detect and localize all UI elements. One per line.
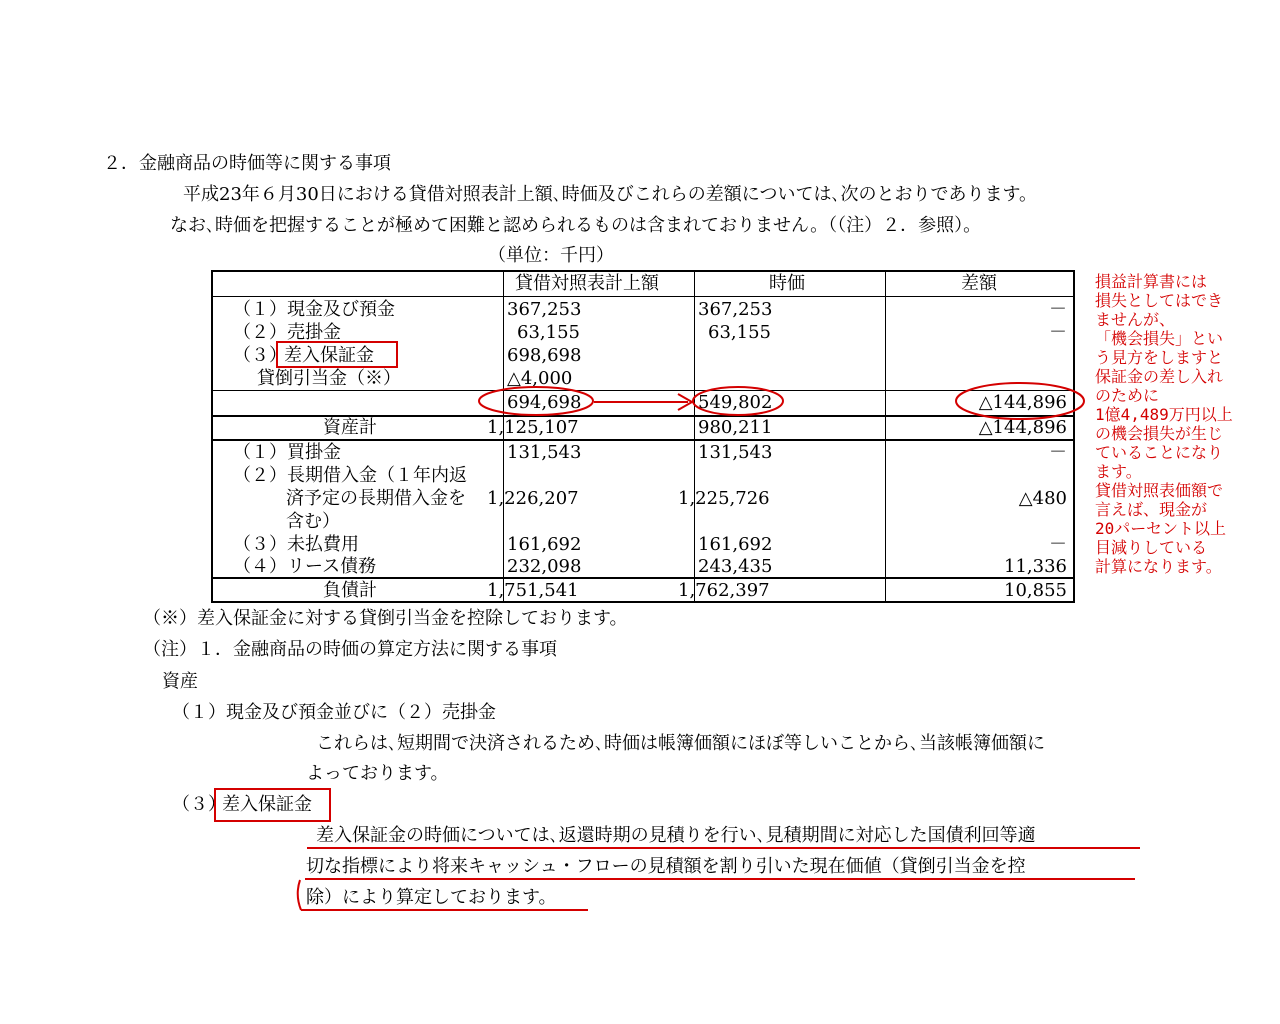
cash-fair: 367,253 xyxy=(698,299,773,320)
deposit-highlight-box xyxy=(276,341,398,368)
sub-1-text-1: これらは､短期間で決済されるため､時価は帳簿価額にほぼ等しいことから､当該帳簿価額に xyxy=(316,733,1045,754)
footnote-allowance: （※）差入保証金に対する貸倒引当金を控除しております。 xyxy=(143,608,628,629)
underline-curve xyxy=(298,880,301,910)
row-label-loans-3: 含む） xyxy=(286,511,340,532)
net-book: 694,698 xyxy=(507,392,582,413)
assets-book: 1,125,107 xyxy=(487,417,579,438)
lease-fair: 243,435 xyxy=(698,556,773,577)
pay-book: 131,543 xyxy=(507,442,582,463)
loan-book: 1,226,207 xyxy=(487,488,579,509)
row-label-payables: （１）買掛金 xyxy=(233,442,341,463)
lease-book: 232,098 xyxy=(507,556,582,577)
row-label-receivables: （２）売掛金 xyxy=(233,322,341,343)
liab-fair: 1,762,397 xyxy=(678,580,770,601)
row-label-lease: （４）リース債務 xyxy=(233,556,377,577)
row-label-loans-2: 済予定の長期借入金を xyxy=(286,488,466,509)
fair-value-table xyxy=(211,270,1075,603)
row-label-deposit: 差入保証金 xyxy=(284,345,374,366)
note-1-title: （注）１．金融商品の時価の算定方法に関する事項 xyxy=(143,639,557,660)
intro-line-1: 平成23年６月30日における貸借対照表計上額､時価及びこれらの差額については､次のとおりであります。 xyxy=(183,184,1038,205)
row-label-liabilities-total: 負債計 xyxy=(323,580,377,601)
section-heading: ２．金融商品の時価等に関する事項 xyxy=(103,153,391,174)
liab-diff: 10,855 xyxy=(1004,580,1067,601)
accr-diff: － xyxy=(1049,534,1067,555)
row-label-loans-1: （２）長期借入金（１年内返 xyxy=(233,465,467,486)
header-book-value: 貸借対照表計上額 xyxy=(515,273,659,294)
lease-diff: 11,336 xyxy=(1004,556,1067,577)
row-num-deposit: （３） xyxy=(233,345,287,366)
side-annotation: 損益計算書には 損失としてはでき ませんが、 「機会損失」とい う見方をしますと 保証金の差し入れ のために 1億4,489万円以上 の機会損失が生じ ていることになり ます。 貸借対照表価額で 言えば、現金が 20パーセント以上 目減りしている 計算になります。 xyxy=(1095,272,1233,576)
sub-3-text-2: 切な指標により将来キャッシュ・フローの見積額を割り引いた現在価値（貸倒引当金を控 xyxy=(306,856,1026,877)
header-difference: 差額 xyxy=(961,273,997,294)
sub-3-text-1: 差入保証金の時価については､返還時期の見積りを行い､見積期間に対応した国債利回等適 xyxy=(316,825,1036,846)
pay-fair: 131,543 xyxy=(698,442,773,463)
header-fair-value: 時価 xyxy=(769,273,805,294)
sub-1-text-2: よっております。 xyxy=(306,763,449,784)
unit-label: （単位：千円） xyxy=(488,245,614,266)
net-diff: △144,896 xyxy=(978,392,1067,413)
loan-fair: 1,225,726 xyxy=(678,488,770,509)
sub-1-title: （１）現金及び預金並びに（２）売掛金 xyxy=(172,702,496,723)
recv-diff: － xyxy=(1049,322,1067,343)
pay-diff: － xyxy=(1049,442,1067,463)
assets-diff: △144,896 xyxy=(978,417,1067,438)
row-label-allowance: 貸倒引当金（※） xyxy=(257,368,401,389)
deposit-book: 698,698 xyxy=(507,345,582,366)
allowance-book: △4,000 xyxy=(507,368,573,389)
accr-book: 161,692 xyxy=(507,534,582,555)
recv-fair: 63,155 xyxy=(708,322,771,343)
cash-diff: － xyxy=(1049,299,1067,320)
cash-book: 367,253 xyxy=(507,299,582,320)
intro-line-2: なお､時価を把握することが極めて困難と認められるものは含まれておりません。（（注）２．参照）。 xyxy=(170,215,982,236)
row-label-assets-total: 資産計 xyxy=(323,417,377,438)
sub-3-text-3: 除）により算定しております。 xyxy=(306,887,557,908)
accr-fair: 161,692 xyxy=(698,534,773,555)
liab-book: 1,751,541 xyxy=(487,580,579,601)
net-fair: 549,802 xyxy=(698,392,773,413)
assets-fair: 980,211 xyxy=(698,417,773,438)
loan-diff: △480 xyxy=(1018,488,1067,509)
row-label-accrued: （３）未払費用 xyxy=(233,534,359,555)
sub-3-num: （３） xyxy=(172,794,226,815)
assets-heading: 資産 xyxy=(162,671,198,692)
sub-3-title: 差入保証金 xyxy=(222,794,312,815)
recv-book: 63,155 xyxy=(517,322,580,343)
row-label-cash: （１）現金及び預金 xyxy=(233,299,395,320)
